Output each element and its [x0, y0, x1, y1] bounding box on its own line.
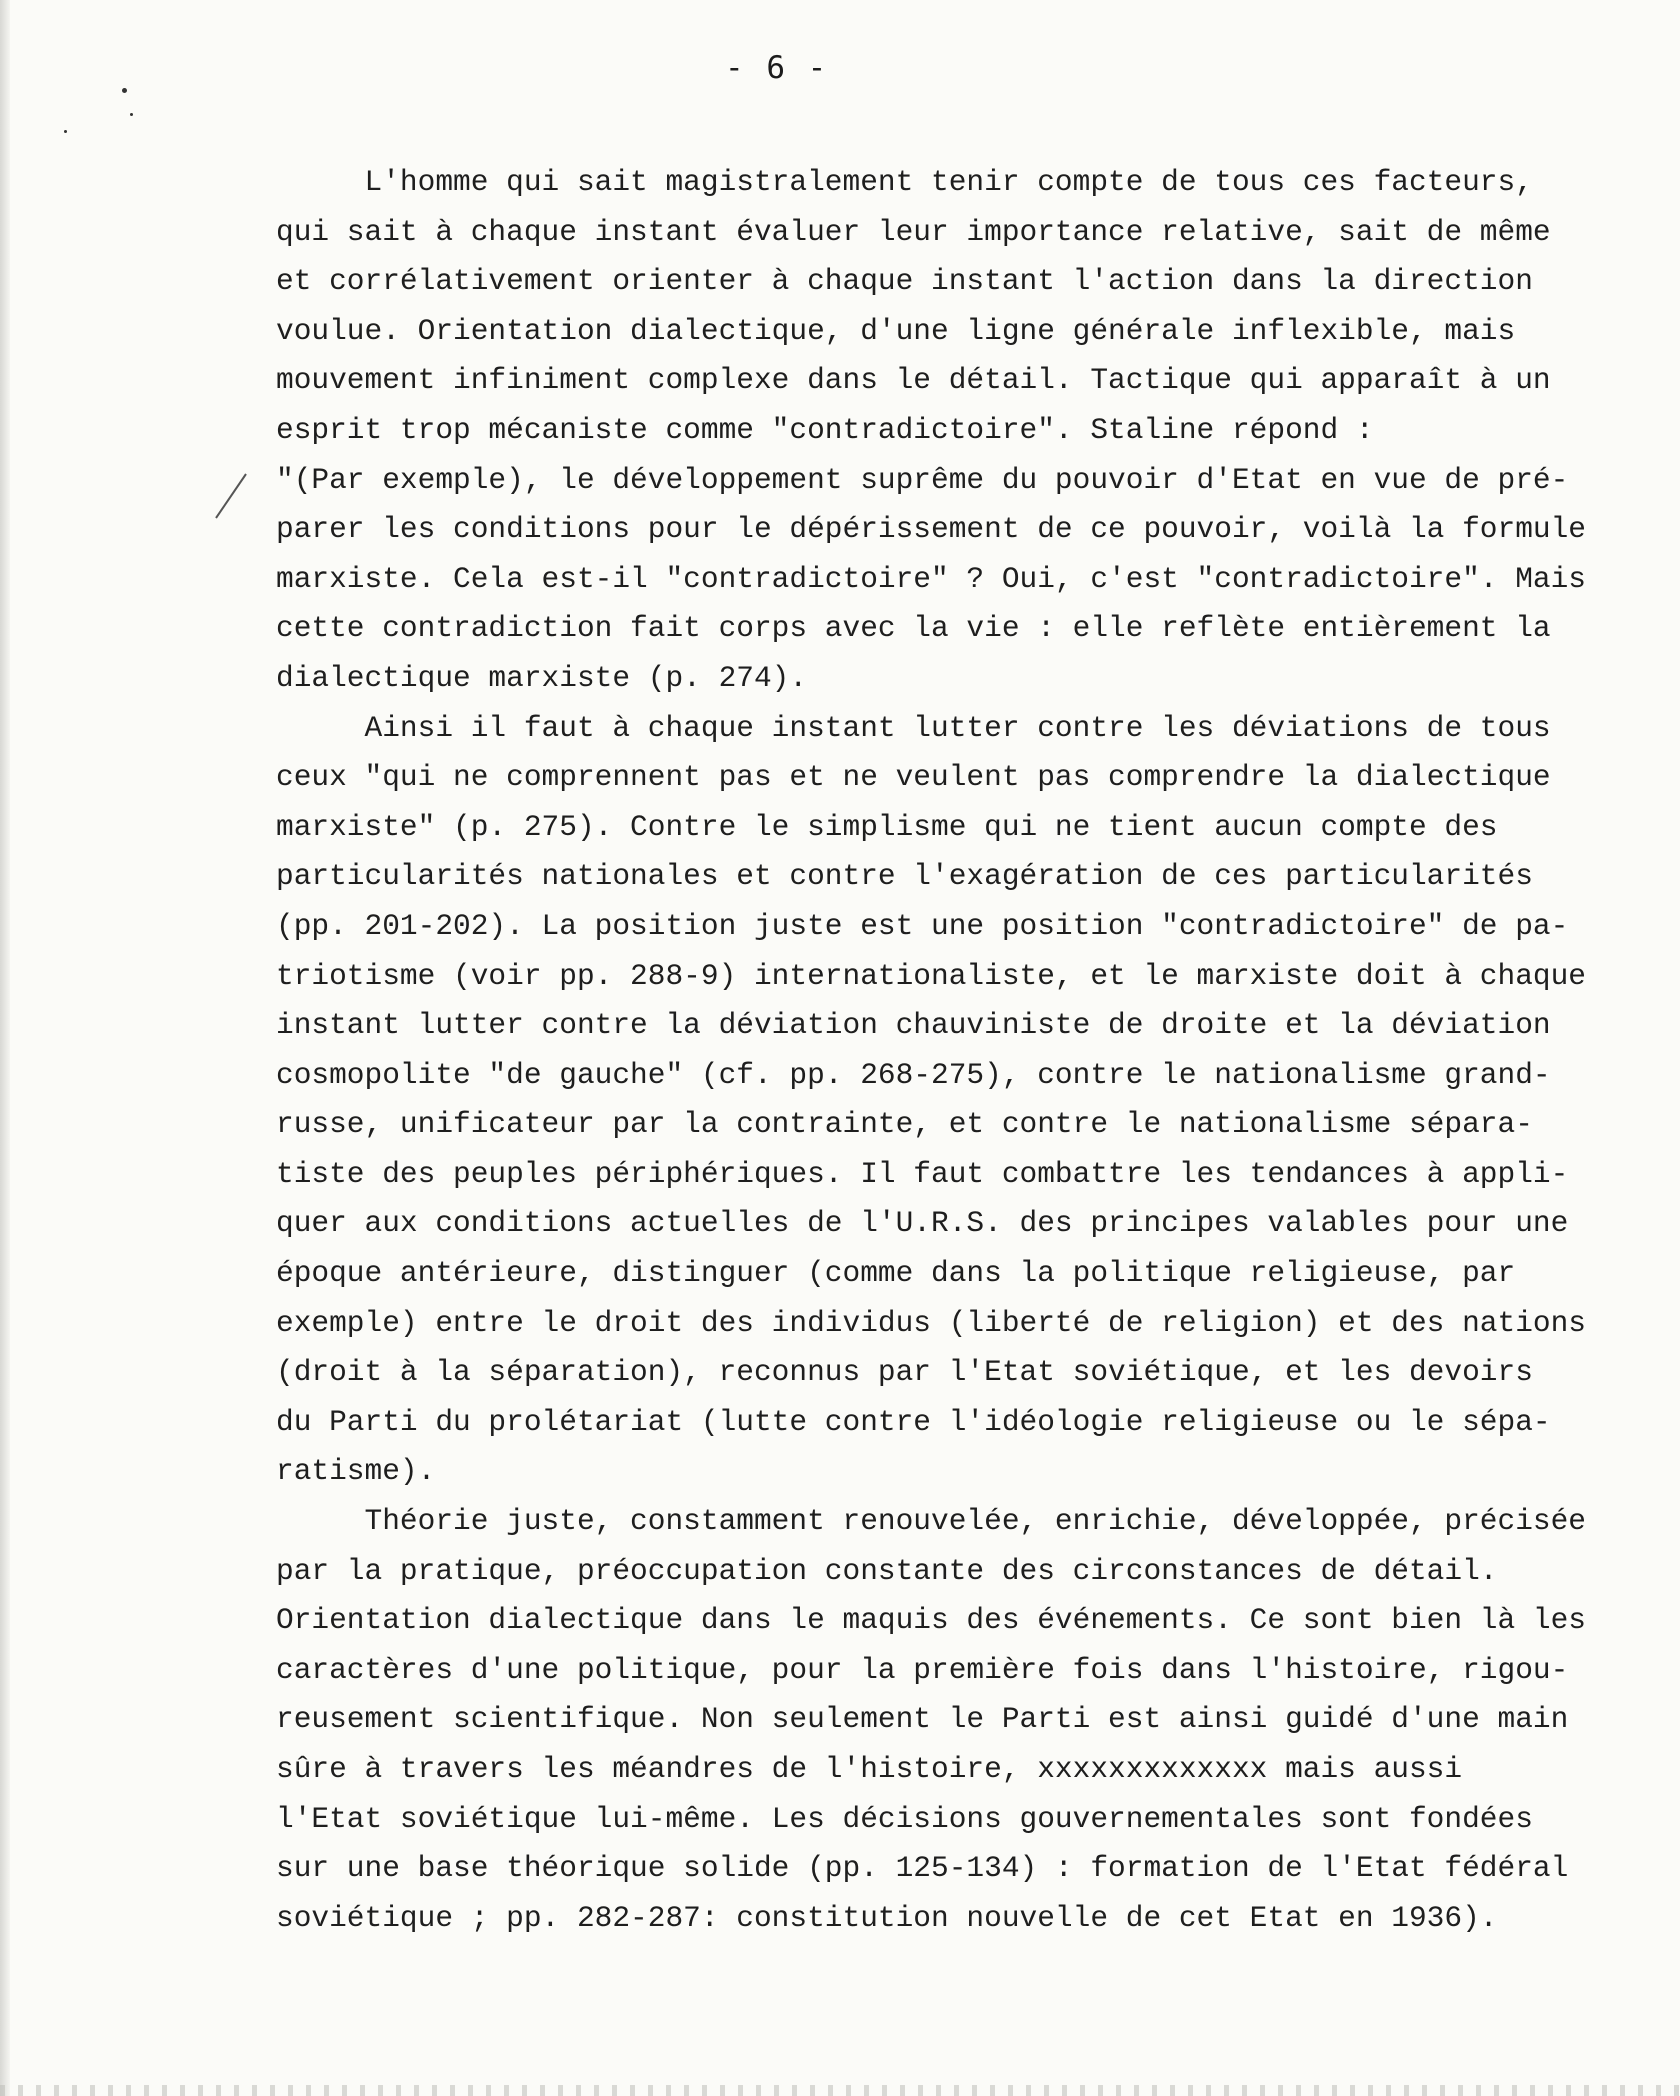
text-line: soviétique ; pp. 282-287: constitution nouvelle de cet Etat en 1936). — [276, 1900, 1498, 1935]
text-line: russe, unificateur par la contrainte, et contre le nationalisme sépara- — [276, 1107, 1533, 1142]
paragraph — [276, 158, 1676, 456]
text-line: qui sait à chaque instant évaluer leur importance relative, sait de même — [276, 214, 1551, 249]
text-line: l'Etat soviétique lui-même. Les décisions gouvernementales sont fondées — [276, 1801, 1533, 1836]
text-line: tiste des peuples périphériques. Il faut combattre les tendances à appli- — [276, 1156, 1569, 1191]
text-line: ceux "qui ne comprennent pas et ne veulent pas comprendre la dialectique — [276, 760, 1551, 795]
scan-speck — [122, 88, 127, 93]
text-line: marxiste. Cela est-il "contradictoire" ? Oui, c'est "contradictoire". Mais — [276, 561, 1587, 596]
text-line: instant lutter contre la déviation chauviniste de droite et la déviation — [276, 1008, 1551, 1043]
paragraph — [276, 456, 1676, 704]
text-line: par la pratique, préoccupation constante des circonstances de détail. — [276, 1553, 1498, 1588]
text-line: dialectique marxiste (p. 274). — [276, 660, 808, 695]
text-line: ratisme). — [276, 1454, 436, 1489]
text-line: (pp. 201-202). La position juste est une position "contradictoire" de pa- — [276, 908, 1569, 943]
paragraph — [276, 1497, 1676, 1943]
text-line: caractères d'une politique, pour la première fois dans l'histoire, rigou- — [276, 1652, 1569, 1687]
text-line: Ainsi il faut à chaque instant lutter contre les déviations de tous — [276, 710, 1551, 745]
scan-bottom-artifact — [0, 2085, 1680, 2096]
text-line: esprit trop mécaniste comme "contradictoire". Staline répond : — [276, 412, 1374, 447]
text-line: du Parti du prolétariat (lutte contre l'idéologie religieuse ou le sépa- — [276, 1404, 1551, 1439]
text-line: et corrélativement orienter à chaque instant l'action dans la direction — [276, 264, 1533, 299]
text-line: exemple) entre le droit des individus (liberté de religion) et des nations — [276, 1305, 1587, 1340]
text-line: triotisme (voir pp. 288-9) internationaliste, et le marxiste doit à chaque — [276, 958, 1587, 993]
text-line: quer aux conditions actuelles de l'U.R.S. des principes valables pour une — [276, 1206, 1569, 1241]
text-line: Orientation dialectique dans le maquis des événements. Ce sont bien là les — [276, 1603, 1587, 1638]
page-number: - 6 - — [725, 50, 829, 86]
text-line: voulue. Orientation dialectique, d'une ligne générale inflexible, mais — [276, 313, 1516, 348]
text-line: parer les conditions pour le dépérissement de ce pouvoir, voilà la formule — [276, 512, 1587, 547]
text-line: mouvement infiniment complexe dans le détail. Tactique qui apparaît à un — [276, 363, 1551, 398]
text-line: Théorie juste, constamment renouvelée, enrichie, développée, précisée — [276, 1504, 1587, 1539]
text-line: sur une base théorique solide (pp. 125-134) : formation de l'Etat fédéral — [276, 1851, 1569, 1886]
text-line: marxiste" (p. 275). Contre le simplisme qui ne tient aucun compte des — [276, 809, 1498, 844]
margin-slash-mark — [212, 472, 252, 522]
text-line: (droit à la séparation), reconnus par l'Etat soviétique, et les devoirs — [276, 1355, 1533, 1390]
text-line: sûre à travers les méandres de l'histoire, xxxxxxxxxxxxx mais aussi — [276, 1752, 1463, 1786]
scan-edge-shadow — [0, 0, 10, 2096]
body-text — [276, 158, 1676, 1943]
text-line: époque antérieure, distinguer (comme dans la politique religieuse, par — [276, 1256, 1516, 1291]
text-line: particularités nationales et contre l'exagération de ces particularités — [276, 859, 1533, 894]
text-line: "(Par exemple), le développement suprême du pouvoir d'Etat en vue de pré- — [276, 462, 1569, 497]
text-line: L'homme qui sait magistralement tenir compte de tous ces facteurs, — [276, 165, 1533, 199]
scan-speck — [64, 130, 67, 133]
paragraph — [276, 704, 1676, 1498]
text-line: cette contradiction fait corps avec la vie : elle reflète entièrement la — [276, 611, 1551, 646]
text-line: reusement scientifique. Non seulement le Parti est ainsi guidé d'une main — [276, 1702, 1569, 1737]
scan-speck — [130, 113, 133, 116]
text-line: cosmopolite "de gauche" (cf. pp. 268-275), contre le nationalisme grand- — [276, 1057, 1551, 1092]
